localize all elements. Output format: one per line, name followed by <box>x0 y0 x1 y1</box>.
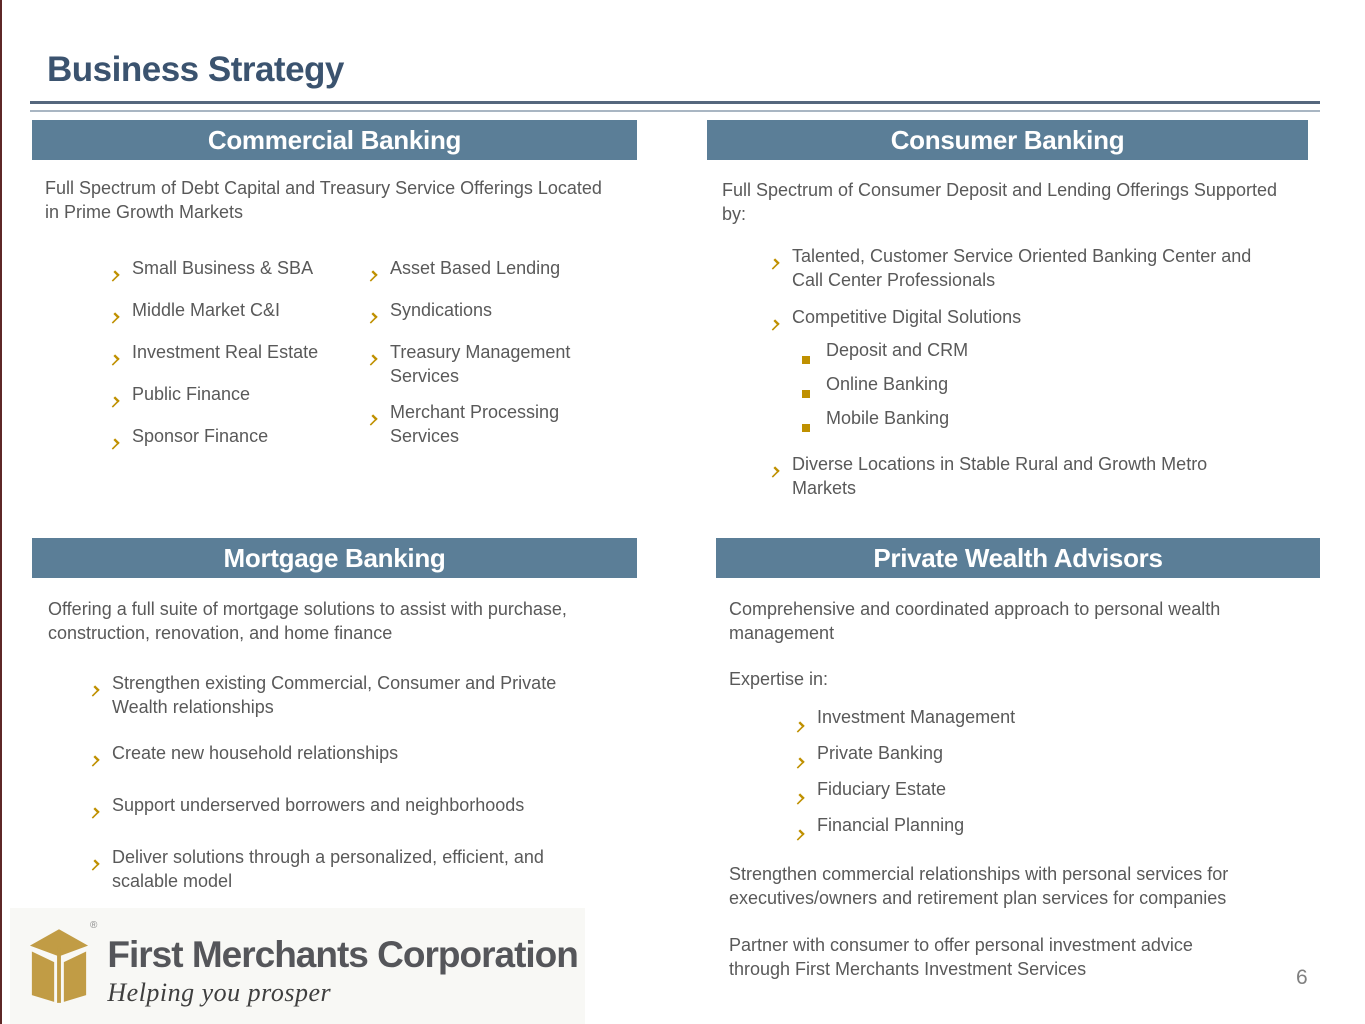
chevron-bullet-icon <box>795 775 817 811</box>
panel-mortgage-banking <box>32 538 637 915</box>
private-wealth-advisors-header: Private Wealth Advisors <box>716 538 1320 578</box>
page-title: Business Strategy <box>47 50 344 89</box>
chevron-bullet-icon <box>90 793 112 823</box>
list-item <box>770 244 1308 292</box>
wealth-intro-text: Comprehensive and coordinated approach to personal wealth management <box>729 599 1221 643</box>
commercial-bullet-column-1 <box>110 256 368 466</box>
list-item <box>800 371 1308 405</box>
list-item <box>795 811 1320 847</box>
left-edge-line <box>0 0 2 1024</box>
list-item <box>368 400 618 448</box>
title-underline-light <box>30 110 1320 112</box>
commercial-bullet-column-2 <box>368 256 618 466</box>
bullet-text: Private Banking <box>817 743 944 763</box>
bullet-text: Public Finance <box>132 384 251 404</box>
list-item <box>770 305 1308 335</box>
mortgage-banking-header: Mortgage Banking <box>32 538 637 578</box>
square-bullet-icon <box>800 405 826 439</box>
commercial-banking-header: Commercial Banking <box>32 120 637 160</box>
list-item <box>795 703 1320 739</box>
bullet-text: Talented, Customer Service Oriented Banking Center and Call Center Professionals <box>792 246 1252 290</box>
bullet-text: Strengthen existing Commercial, Consumer and Private Wealth relationships <box>112 673 557 717</box>
registered-trademark: ® <box>90 920 98 931</box>
chevron-bullet-icon <box>770 305 792 335</box>
wealth-paragraph-partner-consumer: Partner with consumer to offer personal investment advice through First Merchants Investment Services <box>729 935 1193 979</box>
list-item <box>368 256 618 286</box>
mortgage-intro-text: Offering a full suite of mortgage solutions to assist with purchase, construction, renovation, and home finance <box>48 599 567 643</box>
chevron-bullet-icon <box>770 244 792 274</box>
list-item <box>770 452 1308 500</box>
commercial-intro-text: Full Spectrum of Debt Capital and Treasury Service Offerings Located in Prime Growth Markets <box>45 178 602 222</box>
list-item <box>800 337 1308 371</box>
mortgage-bullet-list <box>90 671 637 893</box>
bullet-text: Merchant Processing Services <box>390 402 560 446</box>
bullet-text: Small Business & SBA <box>132 258 314 278</box>
chevron-bullet-icon <box>110 382 132 412</box>
list-item <box>90 741 637 771</box>
chevron-bullet-icon <box>368 340 390 370</box>
logo-company-name: First Merchants Corporation <box>107 934 578 975</box>
panel-commercial-banking <box>32 120 637 466</box>
list-item <box>800 405 1308 439</box>
wealth-bullet-list <box>795 703 1320 847</box>
chevron-bullet-icon <box>795 739 817 775</box>
consumer-banking-header: Consumer Banking <box>707 120 1308 160</box>
chevron-bullet-icon <box>110 340 132 370</box>
list-item <box>368 298 618 328</box>
wealth-paragraph-commercial-relationships: Strengthen commercial relationships with personal services for executives/owners and retirement plan services for companies <box>729 864 1229 908</box>
chevron-bullet-icon <box>110 298 132 328</box>
bullet-text: Competitive Digital Solutions <box>792 307 1022 327</box>
square-bullet-icon <box>800 371 826 405</box>
bullet-text: Middle Market C&I <box>132 300 281 320</box>
first-merchants-logo <box>28 920 578 1008</box>
chevron-bullet-icon <box>368 256 390 286</box>
bullet-text: Sponsor Finance <box>132 426 269 446</box>
square-bullet-icon <box>800 337 826 371</box>
bullet-text: Treasury Management Services <box>390 342 571 386</box>
chevron-bullet-icon <box>90 845 112 875</box>
bullet-text: Create new household relationships <box>112 743 399 763</box>
logo-text-block <box>107 920 578 1008</box>
wealth-expertise-label: Expertise in: <box>729 669 829 689</box>
chevron-bullet-icon <box>795 811 817 847</box>
bullet-text: Investment Management <box>817 707 1016 727</box>
list-item <box>90 671 637 719</box>
title-underline-dark <box>30 101 1320 104</box>
panel-private-wealth-advisors <box>716 538 1320 981</box>
gold-box-logo-icon <box>28 924 90 1008</box>
bullet-text: Diverse Locations in Stable Rural and Growth Metro Markets <box>792 454 1208 498</box>
chevron-bullet-icon <box>90 741 112 771</box>
list-item <box>110 298 368 328</box>
list-item <box>110 256 368 286</box>
chevron-bullet-icon <box>110 256 132 286</box>
bullet-text: Fiduciary Estate <box>817 779 947 799</box>
bullet-text: Deposit and CRM <box>826 340 969 360</box>
bullet-text: Investment Real Estate <box>132 342 319 362</box>
list-item <box>110 424 368 454</box>
panel-consumer-banking <box>707 120 1308 513</box>
list-item <box>368 340 618 388</box>
list-item <box>90 845 637 893</box>
consumer-bullet-list <box>770 244 1308 500</box>
bullet-text: Deliver solutions through a personalized, efficient, and scalable model <box>112 847 544 891</box>
consumer-intro-text: Full Spectrum of Consumer Deposit and Lending Offerings Supported by: <box>722 180 1277 224</box>
bullet-text: Syndications <box>390 300 493 320</box>
page-number: 6 <box>1296 966 1308 989</box>
bullet-text: Support underserved borrowers and neighborhoods <box>112 795 525 815</box>
bullet-text: Financial Planning <box>817 815 965 835</box>
bullet-text: Online Banking <box>826 374 949 394</box>
chevron-bullet-icon <box>368 400 390 430</box>
list-item <box>795 775 1320 811</box>
list-item <box>795 739 1320 775</box>
list-item <box>110 382 368 412</box>
chevron-bullet-icon <box>368 298 390 328</box>
bullet-text: Asset Based Lending <box>390 258 561 278</box>
chevron-bullet-icon <box>110 424 132 454</box>
bullet-text: Mobile Banking <box>826 408 950 428</box>
list-item <box>90 793 637 823</box>
list-item <box>110 340 368 370</box>
logo-tagline: Helping you prosper <box>107 978 332 1007</box>
commercial-bullet-columns <box>110 256 637 466</box>
consumer-sub-bullet-list <box>800 337 1308 439</box>
chevron-bullet-icon <box>770 452 792 482</box>
chevron-bullet-icon <box>795 703 817 739</box>
chevron-bullet-icon <box>90 671 112 701</box>
